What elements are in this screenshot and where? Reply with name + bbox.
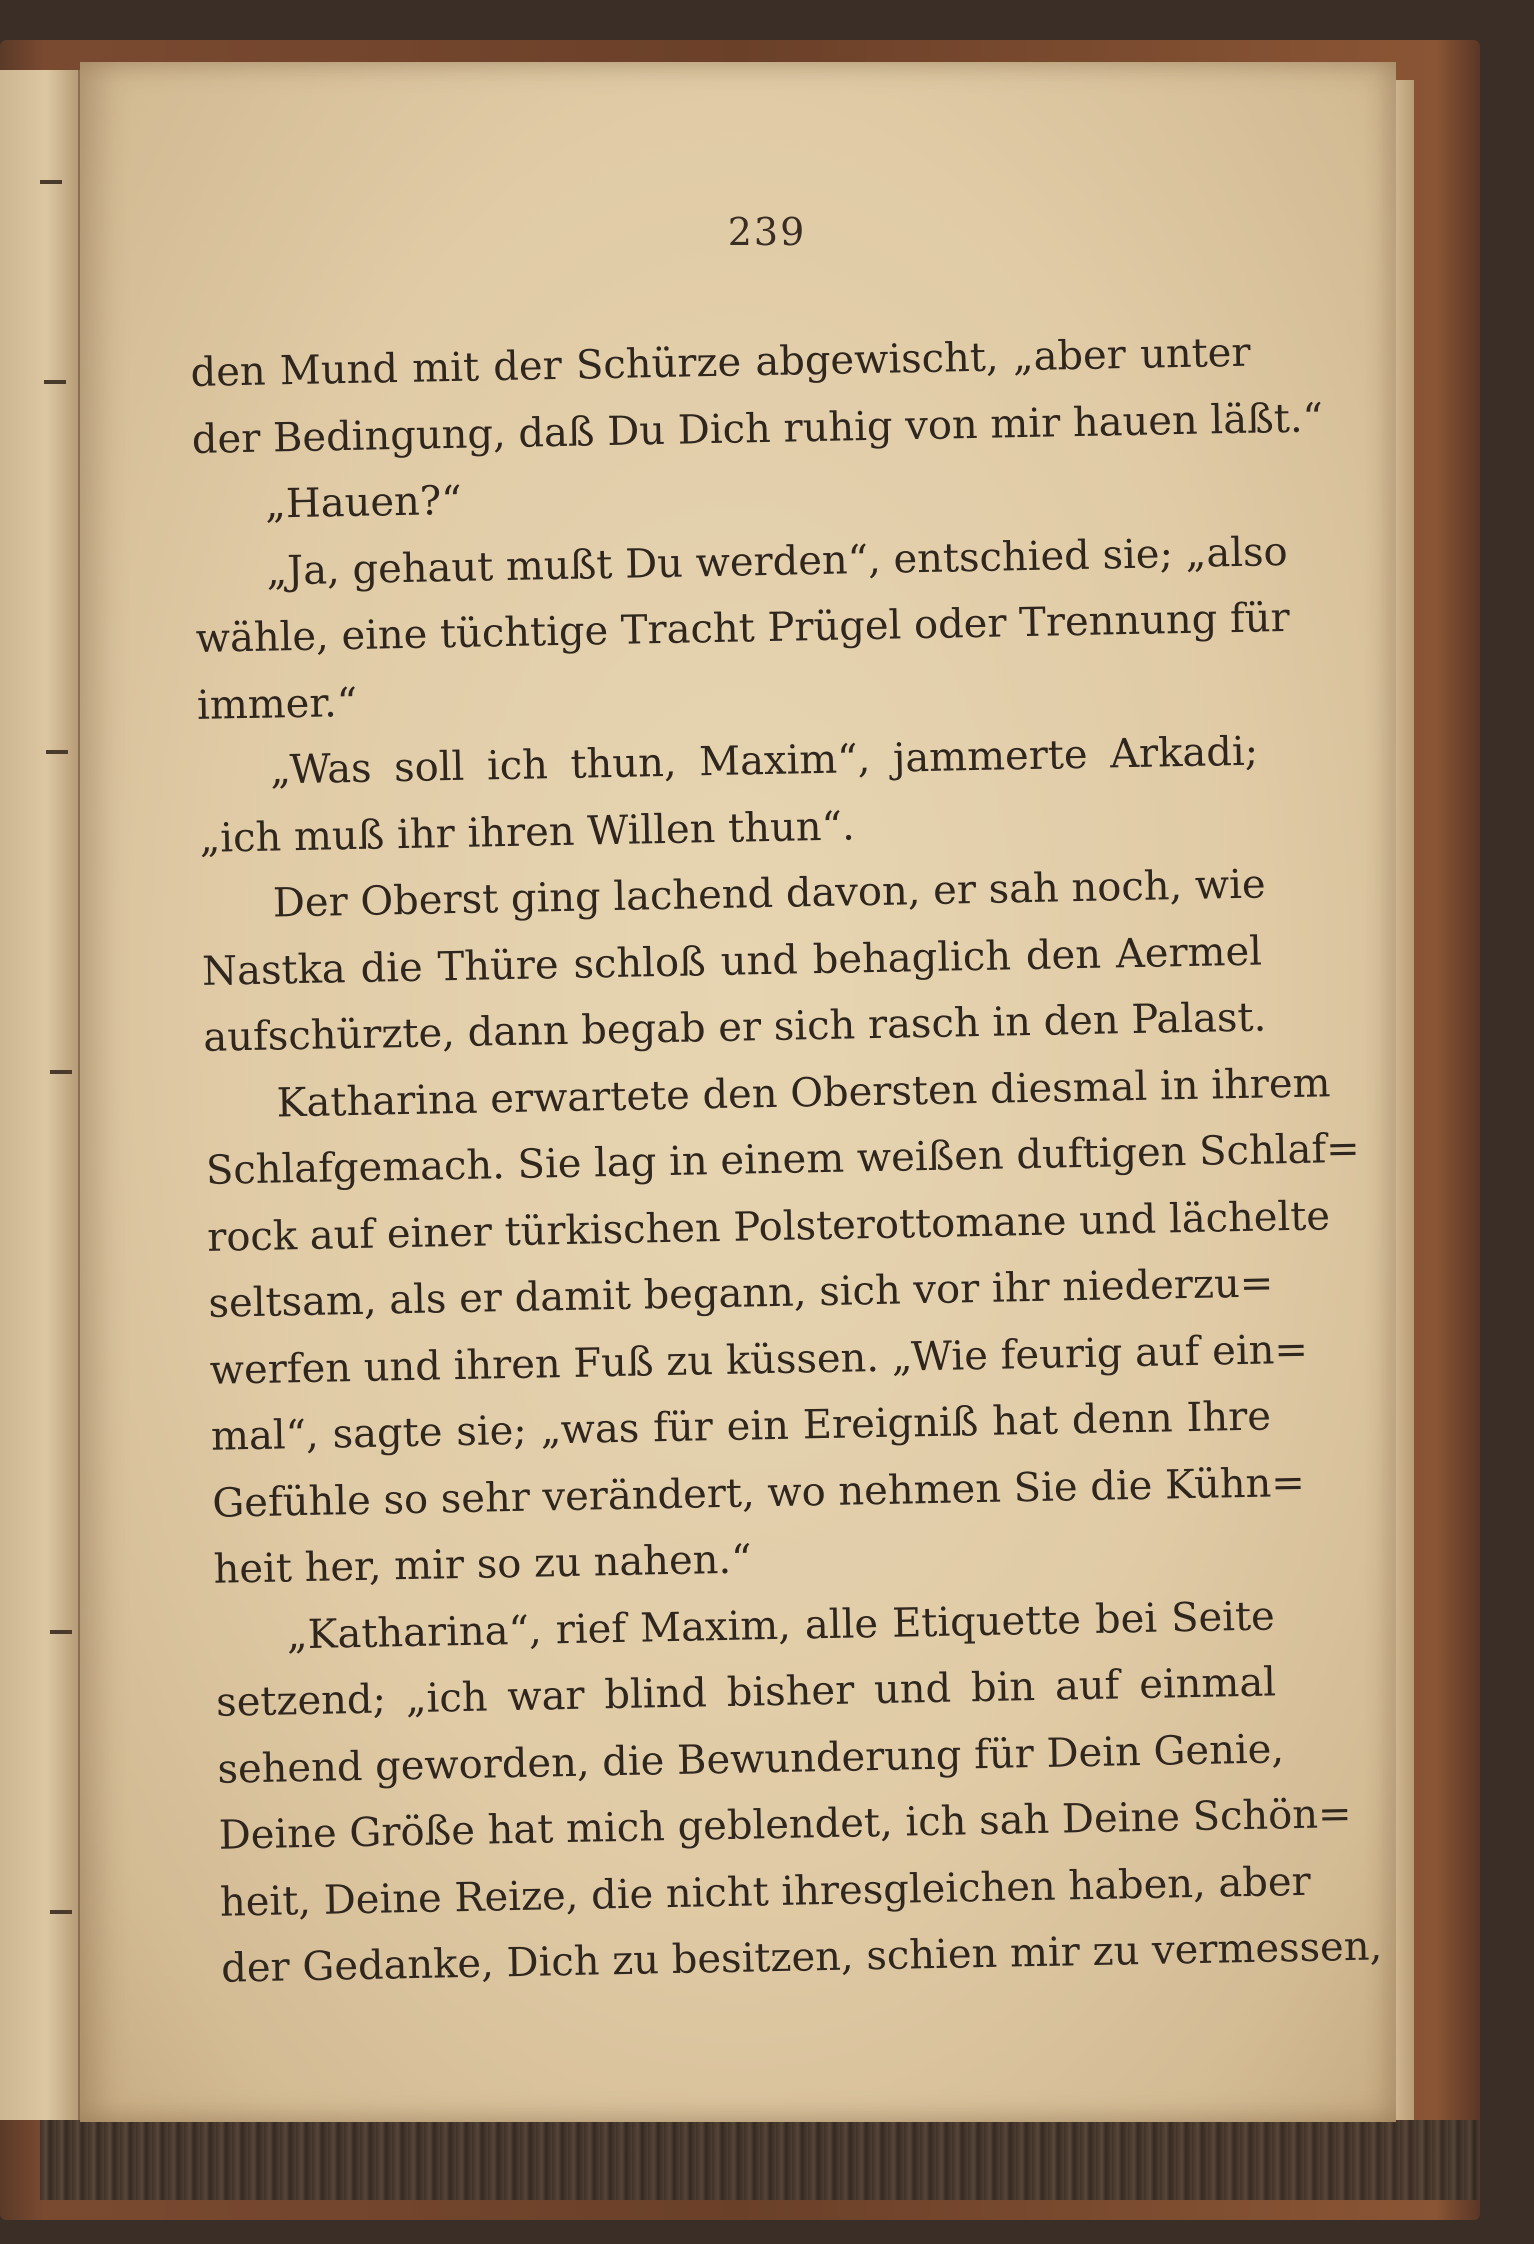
text-line: Der Oberst ging lachend davon, er sah noch, wie: [272, 861, 1267, 927]
text-line: wähle, eine tüchtige Tracht Prügel oder Trennung für: [195, 594, 1291, 662]
book-binding-edge: [40, 2120, 1480, 2200]
text-line: heit, Deine Reize, die nicht ihresgleichen haben, aber: [219, 1858, 1312, 1926]
page-mark: [50, 1070, 72, 1074]
page-mark: [46, 750, 68, 754]
text-line: Gefühle so sehr verändert, wo nehmen Sie die Kühn=: [211, 1459, 1306, 1527]
text-line: immer.“: [196, 679, 358, 729]
text-line: setzend; „ich war blind bisher und bin auf einmal: [215, 1659, 1277, 1726]
text-line: heit her, mir so zu nahen.“: [213, 1536, 752, 1593]
text-line: aufschürzte, dann begab er sich rasch in den Palast.: [202, 994, 1267, 1061]
page-mark: [44, 380, 66, 384]
text-line: Katharina erwartete den Obersten diesmal in ihrem: [276, 1059, 1331, 1126]
text-line: „Katharina“, rief Maxim, alle Etiquette bei Seite: [286, 1592, 1276, 1658]
text-line: Deine Größe hat mich geblendet, ich sah Deine Schön=: [218, 1790, 1352, 1859]
page-text: [190, 320, 1383, 2003]
text-line: „ich muß ihr ihren Willen thun“.: [199, 802, 856, 862]
page-mark: [50, 1910, 72, 1914]
text-line: „Was soll ich thun, Maxim“, jammerte Arkadi;: [269, 728, 1259, 794]
text-line: „Ja, gehaut mußt Du werden“, entschied sie; „also: [266, 528, 1289, 595]
text-line: werfen und ihren Fuß zu küssen. „Wie feurig auf ein=: [209, 1326, 1309, 1394]
text-line: Nastka die Thüre schloß und behaglich den Aermel: [201, 928, 1263, 995]
text-line: seltsam, als er damit begann, sich vor ihr niederzu=: [208, 1260, 1274, 1327]
text-line: den Mund mit der Schürze abgewischt, „aber unter: [190, 329, 1251, 396]
page-mark: [50, 1630, 72, 1634]
page-edge: [1396, 80, 1414, 2120]
text-line: „Hauen?“: [264, 477, 463, 528]
text-line: mal“, sagte sie; „was für ein Ereigniß hat denn Ihre: [210, 1393, 1272, 1460]
left-page-edge: [0, 70, 81, 2120]
page-number: 239: [727, 210, 807, 254]
text-line: rock auf einer türkischen Polsterottomane und lächelte: [206, 1192, 1331, 1261]
text-line: der Bedingung, daß Du Dich ruhig von mir hauen läßt.“: [191, 394, 1324, 463]
text-line: der Gedanke, Dich zu besitzen, schien mir zu vermessen,: [220, 1923, 1383, 1992]
text-line: Schlafgemach. Sie lag in einem weißen duftigen Schlaf=: [205, 1125, 1361, 1194]
page-mark: [40, 180, 62, 184]
text-line: sehend geworden, die Bewunderung für Dein Genie,: [217, 1725, 1285, 1793]
